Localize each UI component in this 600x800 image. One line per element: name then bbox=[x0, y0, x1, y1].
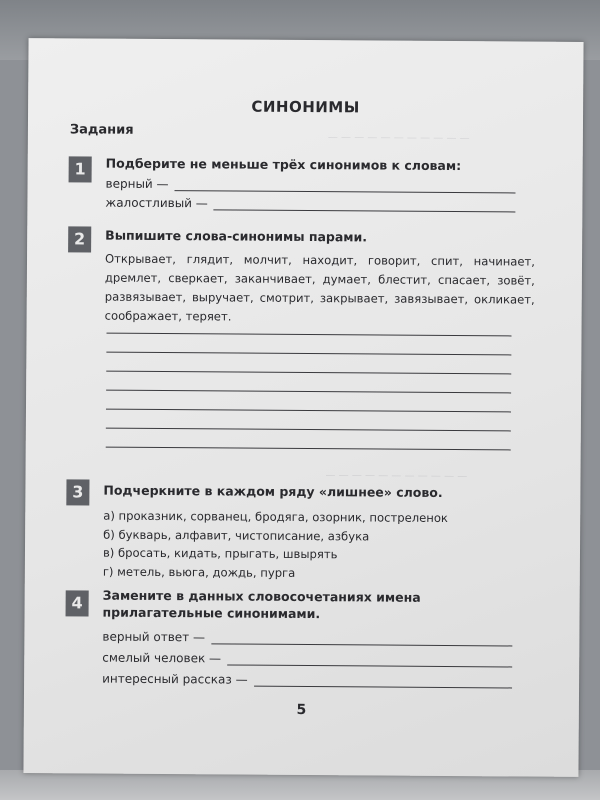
task-1-row bbox=[106, 177, 516, 194]
task-4-phrase: интересный рассказ — bbox=[102, 671, 248, 687]
page-title: СИНОНИМЫ bbox=[251, 97, 360, 117]
workbook-page bbox=[23, 38, 583, 777]
show-through-text: — — — — — — — — — — — bbox=[325, 470, 468, 483]
answer-line[interactable] bbox=[106, 447, 511, 451]
task-2-word-list: Открывает, глядит, молчит, находит, говорит, спит, начинает, дремлет, сверкает, заканчивает, думает, блестит, спасает, зовёт, развязывает, выручает, смотрит, закрывает, завязывает, окликает, соображает, теряет. bbox=[104, 251, 536, 324]
answer-line[interactable] bbox=[214, 208, 516, 212]
task-1-row bbox=[105, 196, 515, 213]
page-number: 5 bbox=[296, 701, 307, 719]
task-4-heading: Замените в данных словосочетаниях имена прилагательные синонимами. bbox=[102, 587, 421, 622]
option-row[interactable]: б) букварь, алфавит, чистописание, азбука bbox=[103, 527, 370, 543]
task-3-heading: Подчеркните в каждом ряду «лишнее» слово. bbox=[103, 482, 443, 500]
answer-line[interactable] bbox=[106, 352, 511, 356]
option-row[interactable]: г) метель, вьюга, дождь, пурга bbox=[102, 564, 296, 580]
answer-line[interactable] bbox=[106, 428, 511, 432]
option-row[interactable]: в) бросать, кидать, прыгать, швырять bbox=[102, 545, 338, 562]
task-1-heading: Подберите не меньше трёх синонимов к словам: bbox=[105, 155, 462, 174]
task-2-heading: Выпишите слова-синонимы парами. bbox=[105, 227, 368, 245]
task-4-phrase: смелый человек — bbox=[102, 650, 222, 666]
answer-line[interactable] bbox=[106, 409, 511, 413]
task-number-1: 1 bbox=[69, 156, 92, 182]
task-3-options bbox=[103, 507, 448, 583]
option-row[interactable]: а) проказник, сорванец, бродяга, озорник, постреленок bbox=[103, 508, 448, 526]
answer-line[interactable] bbox=[254, 685, 512, 689]
answer-line[interactable] bbox=[106, 390, 511, 394]
answer-line[interactable] bbox=[211, 642, 512, 646]
task-1-word: жалостливый — bbox=[105, 195, 208, 211]
task-1-word: верный — bbox=[105, 176, 169, 192]
task-number-3: 3 bbox=[66, 479, 89, 505]
task-4-row bbox=[102, 651, 512, 668]
answer-line[interactable] bbox=[107, 333, 512, 337]
answer-line[interactable] bbox=[175, 189, 516, 193]
section-label: Задания bbox=[69, 122, 134, 138]
task-number-2: 2 bbox=[68, 226, 91, 252]
task-4-row bbox=[102, 672, 512, 689]
answer-line[interactable] bbox=[227, 663, 512, 667]
task-4-phrase: верный ответ — bbox=[102, 629, 206, 645]
task-number-4: 4 bbox=[66, 590, 89, 616]
show-through-text: — — — — — — — — — — — bbox=[327, 132, 470, 145]
answer-line[interactable] bbox=[106, 371, 511, 375]
task-4-row bbox=[102, 630, 512, 647]
